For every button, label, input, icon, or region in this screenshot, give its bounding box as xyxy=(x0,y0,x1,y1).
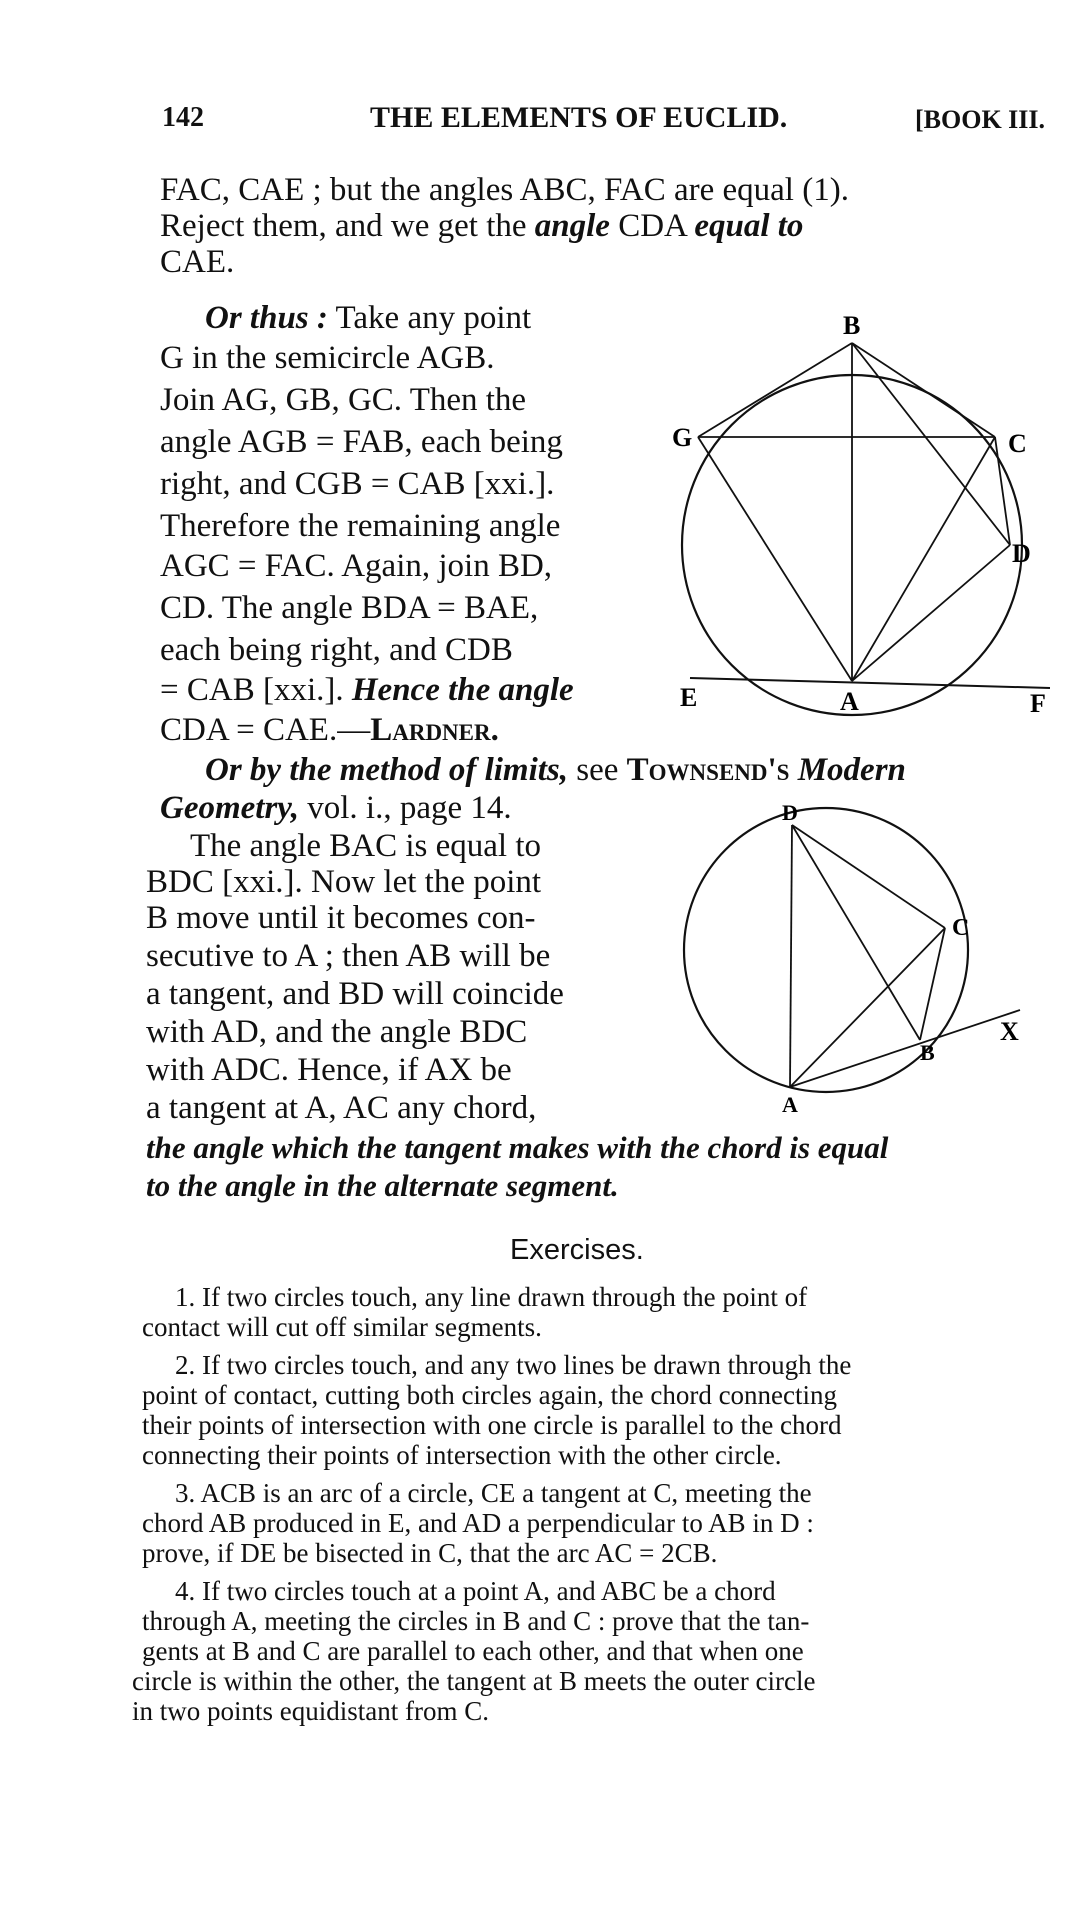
text-span: Reject them, and we get the xyxy=(160,208,535,244)
exercise-3-line3: prove, if DE be bisected in C, that the arc AC = 2CB. xyxy=(142,1538,718,1568)
exercise-4-line5: in two points equidistant from C. xyxy=(132,1696,489,1726)
text-span: vol. i., page 14. xyxy=(298,790,512,826)
figure1-label-b: B xyxy=(843,311,861,340)
para4-line1: The angle BAC is equal to xyxy=(190,828,542,864)
text-span: equal to xyxy=(694,208,804,244)
book-label: [BOOK III. xyxy=(915,105,1046,134)
author-name: Lardner. xyxy=(370,712,499,748)
figure1-label-d: D xyxy=(1012,539,1031,568)
para2-line4: angle AGB = FAB, each being xyxy=(160,424,563,460)
para2-line10 xyxy=(160,672,574,708)
figure2-line-db xyxy=(792,825,920,1040)
figure2-line-cb xyxy=(920,928,945,1040)
figure1-line-bd xyxy=(852,343,1010,545)
para2-line11 xyxy=(160,712,499,748)
para4-line9: the angle which the tangent makes with the chord is equal xyxy=(146,1130,889,1165)
text-span: Take any point xyxy=(327,300,532,336)
figure1-line-ad xyxy=(852,545,1010,681)
text-span: Hence the angle xyxy=(351,672,574,708)
figure2-label-c: C xyxy=(952,915,970,941)
para4-line2: BDC [xxi.]. Now let the point xyxy=(146,864,542,900)
para4-line10: to the angle in the alternate segment. xyxy=(146,1168,619,1203)
exercise-2-line3: their points of intersection with one circle is parallel to the chord xyxy=(142,1410,842,1440)
para2-line9: each being right, and CDB xyxy=(160,632,513,668)
text-span: = CAB [xxi.]. xyxy=(160,672,352,708)
exercise-1-line2: contact will cut off similar segments. xyxy=(142,1312,542,1342)
exercise-4-line4: circle is within the other, the tangent at B meets the outer circle xyxy=(132,1666,816,1696)
figure2-tangent-ax xyxy=(790,1010,1020,1087)
figure1-line-ga xyxy=(698,437,852,681)
text-span: Or thus : xyxy=(205,300,328,336)
para4-line5: a tangent, and BD will coincide xyxy=(146,976,564,1012)
exercise-4-line1: 4. If two circles touch at a point A, and ABC be a chord xyxy=(175,1576,776,1606)
figure1-line-ac xyxy=(852,437,995,681)
exercise-2-line1: 2. If two circles touch, and any two lines be drawn through the xyxy=(175,1350,852,1380)
para2-line2: G in the semicircle AGB. xyxy=(160,340,495,376)
exercise-4-line3: gents at B and C are parallel to each other, and that when one xyxy=(142,1636,804,1666)
figure-1 xyxy=(660,305,1080,725)
para4-line7: with ADC. Hence, if AX be xyxy=(146,1052,512,1088)
para2-line6: Therefore the remaining angle xyxy=(160,508,561,544)
para2-line7: AGC = FAC. Again, join BD, xyxy=(160,548,553,584)
exercise-2-line2: point of contact, cutting both circles again, the chord connecting xyxy=(142,1380,838,1410)
exercise-2-line4: connecting their points of intersection with the other circle. xyxy=(142,1440,782,1470)
exercise-3-line1: 3. ACB is an arc of a circle, CE a tangent at C, meeting the xyxy=(175,1478,812,1508)
figure2-label-b: B xyxy=(920,1040,935,1065)
text-span: CDA xyxy=(609,208,695,244)
figure1-line-bc xyxy=(852,343,995,437)
para3-line1 xyxy=(205,752,906,788)
running-title: THE ELEMENTS OF EUCLID. xyxy=(370,101,788,134)
para2-line3: Join AG, GB, GC. Then the xyxy=(160,382,527,418)
para2-line5: right, and CGB = CAB [xxi.]. xyxy=(160,466,555,502)
para4-line3: B move until it becomes con- xyxy=(146,900,536,936)
exercise-1-line1: 1. If two circles touch, any line drawn through the point of xyxy=(175,1282,808,1312)
figure-2 xyxy=(670,800,1070,1120)
figure1-label-f: F xyxy=(1030,689,1046,718)
figure1-label-a: A xyxy=(840,687,859,716)
figure1-line-gb xyxy=(698,343,852,437)
para1-line2 xyxy=(160,208,803,244)
para4-line4: secutive to A ; then AB will be xyxy=(146,938,551,974)
para2-line8: CD. The angle BDA = BAE, xyxy=(160,590,539,626)
para4-line8: a tangent at A, AC any chord, xyxy=(146,1090,537,1126)
figure2-label-d: D xyxy=(782,800,798,825)
figure1-tangent-ef xyxy=(690,678,1050,688)
text-span: see xyxy=(568,752,627,788)
figure2-line-dc xyxy=(792,825,945,928)
text-span: Geometry, xyxy=(160,790,299,826)
figure2-label-a: A xyxy=(782,1092,798,1117)
figure1-label-e: E xyxy=(680,683,698,712)
text-span: CDA = CAE.— xyxy=(160,712,371,748)
text-span: Or by the method of limits, xyxy=(205,752,568,788)
exercises-heading: Exercises. xyxy=(510,1234,644,1266)
figure2-label-x: X xyxy=(1000,1017,1019,1046)
para1-line3: CAE. xyxy=(160,244,235,280)
para3-line2 xyxy=(160,790,512,826)
author-name: Townsend's xyxy=(626,752,790,788)
para4-line6: with AD, and the angle BDC xyxy=(146,1014,528,1050)
text-span: Modern xyxy=(789,752,906,788)
exercise-3-line2: chord AB produced in E, and AD a perpendicular to AB in D : xyxy=(142,1508,814,1538)
page-number: 142 xyxy=(162,102,204,133)
text-span: angle xyxy=(534,208,610,244)
para1-line1: FAC, CAE ; but the angles ABC, FAC are equal (1). xyxy=(160,172,849,208)
exercise-4-line2: through A, meeting the circles in B and C : prove that the tan- xyxy=(142,1606,810,1636)
figure1-label-c: C xyxy=(1008,429,1027,458)
figure2-line-da xyxy=(790,825,792,1087)
figure1-label-g: G xyxy=(672,423,693,452)
para2-line1 xyxy=(205,300,531,336)
